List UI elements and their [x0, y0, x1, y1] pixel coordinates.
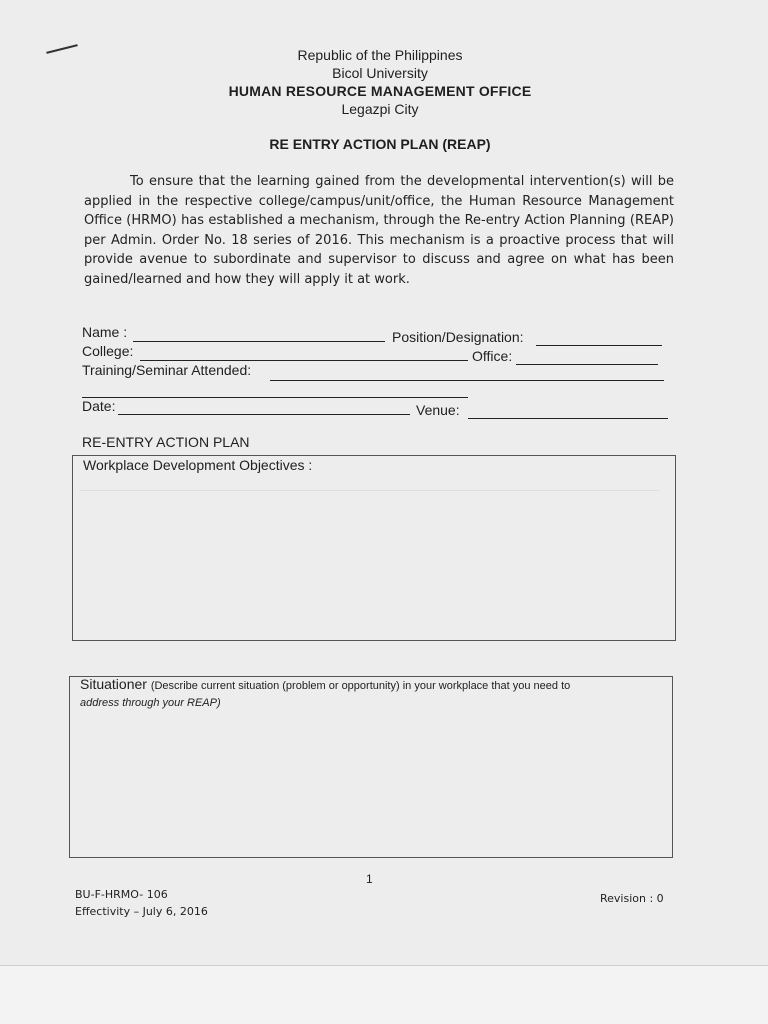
revision-number: Revision : 0 [600, 892, 664, 905]
page-number: 1 [366, 872, 373, 886]
effectivity-date: Effectivity – July 6, 2016 [75, 905, 208, 918]
training-label: Training/Seminar Attended: [82, 362, 252, 378]
name-field[interactable] [133, 341, 385, 342]
header-republic: Republic of the Philippines [297, 47, 463, 63]
training-field[interactable] [270, 380, 664, 381]
reentry-action-plan-heading: RE-ENTRY ACTION PLAN [82, 434, 250, 450]
situationer-title [80, 677, 660, 711]
document-title: RE ENTRY ACTION PLAN (REAP) [269, 136, 491, 152]
situationer-note2: address through your REAP) [80, 697, 221, 709]
position-label: Position/Designation: [392, 329, 524, 345]
header-city: Legazpi City [341, 101, 419, 117]
header-office: HUMAN RESOURCE MANAGEMENT OFFICE [228, 83, 532, 99]
scan-margin [0, 966, 768, 1024]
training-field-line2[interactable] [82, 397, 468, 398]
office-field[interactable] [516, 364, 658, 365]
college-field[interactable] [140, 360, 468, 361]
position-field[interactable] [536, 345, 662, 346]
situationer-box[interactable] [69, 676, 673, 858]
venue-label: Venue: [416, 402, 460, 418]
footer-form-info [75, 886, 208, 920]
office-label: Office: [472, 348, 513, 364]
document-header [180, 46, 580, 118]
venue-field[interactable] [468, 418, 668, 419]
form-code: BU-F-HRMO- 106 [75, 888, 168, 901]
date-label: Date: [82, 398, 116, 414]
college-label: College: [82, 343, 134, 359]
name-label: Name : [82, 324, 128, 340]
bleed-through-text [79, 490, 659, 547]
objectives-box[interactable] [72, 455, 676, 641]
date-field[interactable] [118, 414, 410, 415]
objectives-title: Workplace Development Objectives : [83, 457, 313, 473]
intro-paragraph: To ensure that the learning gained from the developmental intervention(s) will be applied in the respective college/campus/unit/office, the Human Resource Management Office (HRMO) has established a mechanism, through the Re-entry Action Planning (REAP) per Admin. Order No. 18 series of 2016. This mechanism is a proactive process that will provide avenue to subordinate and supervisor to discuss and agree on what has been gained/learned and how they will apply it at work. [84, 174, 674, 287]
header-university: Bicol University [332, 65, 428, 81]
situationer-note: (Describe current situation (problem or opportunity) in your workplace that you need to [150, 680, 571, 692]
situationer-label: Situationer [80, 676, 147, 692]
